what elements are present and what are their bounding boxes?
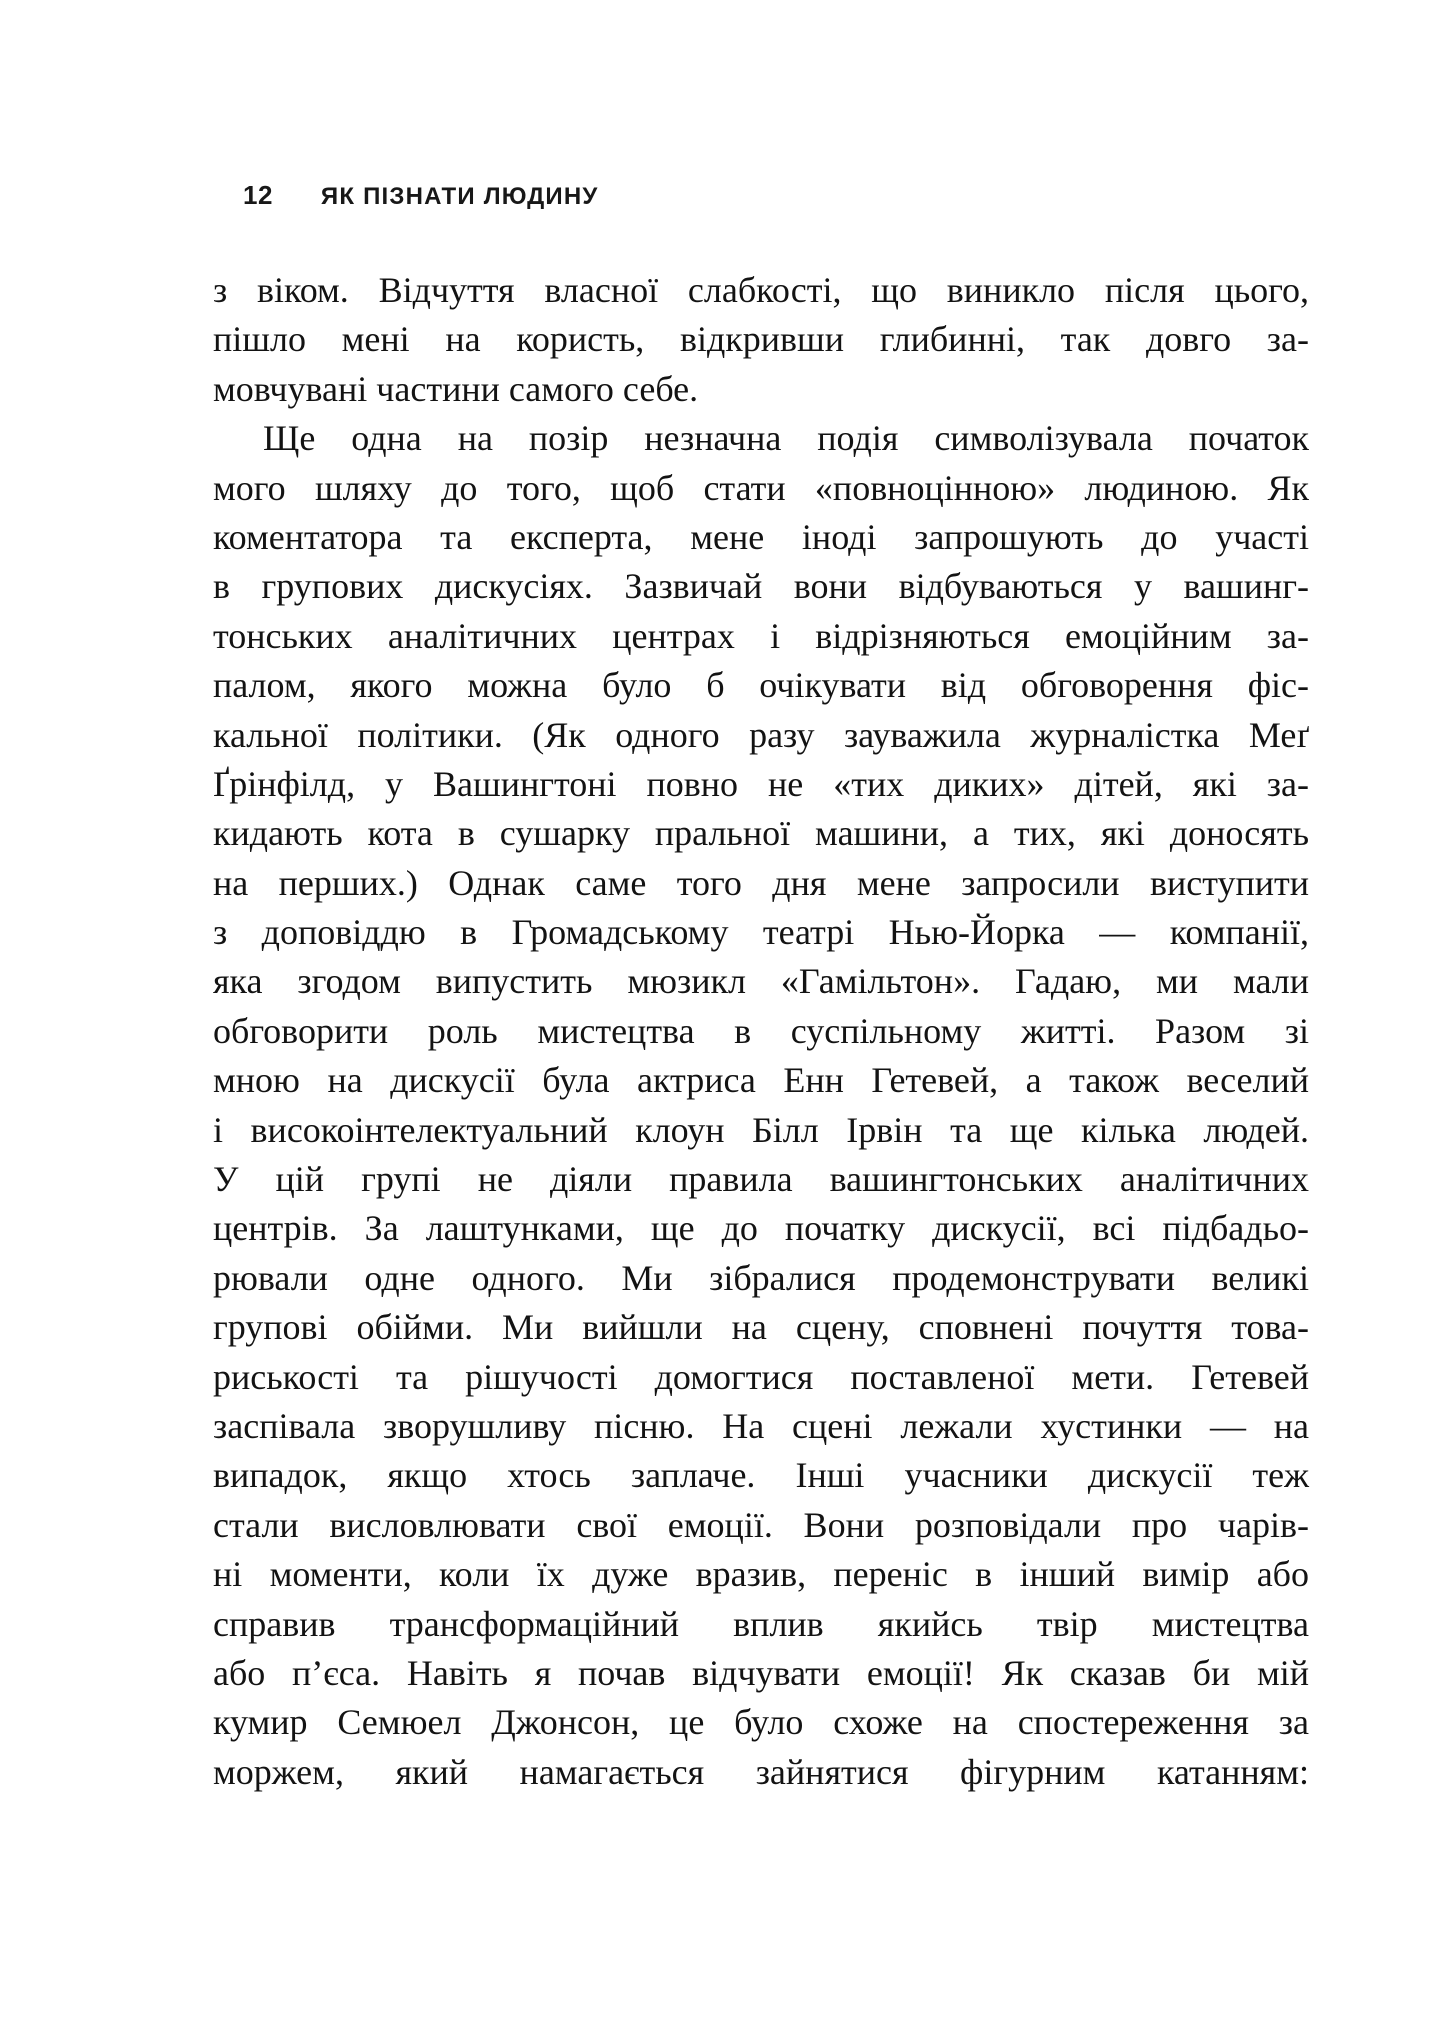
text-line: в групових дискусіях. Зазвичай вони відбуваються у вашинг-: [213, 566, 1309, 607]
text-line: випадок, якщо хтось заплаче. Інші учасники дискусії теж: [213, 1455, 1309, 1496]
text-line: У цій групі не діяли правила вашингтонських аналітичних: [213, 1159, 1309, 1200]
body-text: [213, 266, 1309, 1797]
text-line: заспівала зворушливу пісню. На сцені лежали хустинки — на: [213, 1405, 1309, 1446]
text-line: стали висловлювати свої емоції. Вони розповідали про чарів-: [213, 1504, 1309, 1545]
text-line: мого шляху до того, щоб стати «повноцінною» людиною. Як: [213, 467, 1309, 508]
text-line: тонських аналітичних центрах і відрізняються емоційним за-: [213, 615, 1309, 656]
text-line: Ще одна на позір незначна подія символізувала початок: [263, 418, 1309, 459]
text-line: і високоінтелектуальний клоун Білл Ірвін та ще кілька людей.: [213, 1109, 1309, 1150]
running-title: ЯК ПІЗНАТИ ЛЮДИНУ: [320, 183, 599, 210]
text-line: Ґрінфілд, у Вашингтоні повно не «тих диких» дітей, які за-: [213, 763, 1309, 804]
text-line: з доповіддю в Громадському театрі Нью-Йорка — компанії,: [213, 912, 1309, 953]
text-line: рювали одне одного. Ми зібралися продемонструвати великі: [213, 1257, 1309, 1298]
text-line: ні моменти, коли їх дуже вразив, переніс в інший вимір або: [213, 1554, 1309, 1595]
text-line: з віком. Відчуття власної слабкості, що виникло після цього,: [213, 270, 1309, 310]
text-line: риськості та рішучості домогтися поставленої мети. Гетевей: [213, 1356, 1309, 1397]
text-line: кальної політики. (Як одного разу зауважила журналістка Меґ: [213, 714, 1309, 755]
text-line: яка згодом випустить мюзикл «Гамільтон». Гадаю, ми мали: [213, 961, 1309, 1002]
text-line: кидають кота в сушарку пральної машини, а тих, які доносять: [213, 813, 1309, 854]
page-number: 12: [243, 180, 273, 210]
text-line: справив трансформаційний вплив якийсь твір мистецтва: [213, 1603, 1309, 1644]
text-line: обговорити роль мистецтва в суспільному житті. Разом зі: [213, 1010, 1309, 1051]
page-header: [213, 180, 599, 211]
text-line: моржем, який намагається зайнятися фігурним катанням:: [213, 1751, 1309, 1792]
text-line: центрів. За лаштунками, ще до початку дискусії, всі підбадьо-: [213, 1208, 1309, 1249]
text-line: кумир Семюел Джонсон, це було схоже на спостереження за: [213, 1702, 1309, 1743]
text-line: на перших.) Однак саме того дня мене запросили виступити: [213, 862, 1309, 903]
text-line: пішло мені на користь, відкривши глибинні, так довго за-: [213, 319, 1309, 360]
text-line: мовчувані частини самого себе.: [213, 368, 699, 409]
text-line: коментатора та експерта, мене іноді запрошують до участі: [213, 516, 1309, 557]
text-line: групові обійми. Ми вийшли на сцену, сповнені почуття това-: [213, 1307, 1309, 1348]
text-line: палом, якого можна було б очікувати від обговорення фіс-: [213, 665, 1309, 706]
text-line: мною на дискусії була актриса Енн Гетевей, а також веселий: [213, 1060, 1309, 1101]
text-line: або п’єса. Навіть я почав відчувати емоції! Як сказав би мій: [213, 1652, 1309, 1693]
